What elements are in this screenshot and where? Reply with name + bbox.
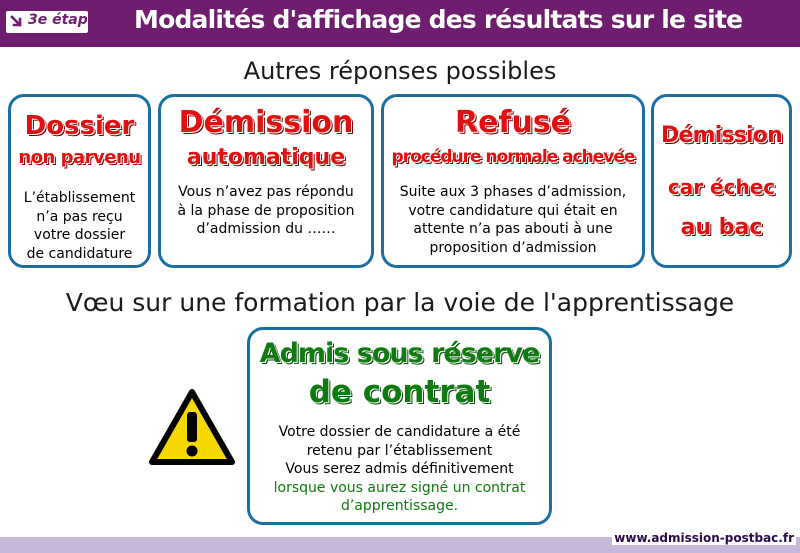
card-refuse bbox=[381, 94, 645, 268]
card-dossier-non-parvenu bbox=[8, 94, 151, 268]
step-label: 3e étape bbox=[28, 12, 98, 28]
text-line: votre dossier bbox=[33, 227, 126, 243]
footer-url: www.admission-postbac.fr bbox=[614, 531, 794, 545]
card-title-line: de contrat bbox=[308, 374, 491, 410]
warning-icon bbox=[148, 388, 236, 468]
card-description bbox=[384, 183, 642, 257]
card-title-line: procédure normale achevée bbox=[391, 147, 635, 167]
section-title-other-responses: Autres réponses possibles bbox=[243, 57, 557, 85]
text-line: Votre dossier de candidature a été bbox=[278, 424, 521, 440]
text-line: votre candidature qui était en bbox=[408, 202, 618, 219]
card-title-line: Admis sous réserve bbox=[259, 338, 540, 369]
card-title-line: au bac bbox=[680, 215, 763, 240]
text-line: de candidature bbox=[26, 245, 133, 262]
card-demission-automatique bbox=[158, 94, 374, 268]
text-line: retenu par l’établissement bbox=[306, 442, 493, 459]
card-title-line: non parvenu bbox=[18, 147, 141, 168]
text-line: Vous n’avez pas répondu bbox=[178, 184, 354, 200]
text-line: L’établissement bbox=[23, 190, 136, 206]
card-title-line: car échec bbox=[667, 175, 776, 199]
card-title-line: Dossier bbox=[24, 111, 135, 141]
card-title-line: Démission bbox=[661, 123, 782, 148]
header-bar bbox=[0, 0, 800, 47]
arrow-down-right-icon bbox=[9, 14, 25, 30]
text-line: proposition d’admission bbox=[429, 239, 597, 256]
text-line: d’admission du …… bbox=[196, 221, 336, 237]
text-line-highlight: lorsque vous aurez signé un contrat bbox=[273, 479, 526, 496]
card-title-line: automatique bbox=[186, 145, 346, 170]
card-description bbox=[161, 183, 371, 239]
text-line: attente n’a pas abouti à une bbox=[413, 221, 613, 237]
text-line-highlight: d’apprentissage. bbox=[340, 498, 459, 514]
card-description bbox=[11, 189, 148, 263]
card-description bbox=[250, 423, 549, 516]
card-title-line: Démission bbox=[178, 105, 354, 140]
card-title-line: Refusé bbox=[454, 105, 572, 140]
text-line: Suite aux 3 phases d’admission, bbox=[399, 184, 627, 200]
step-badge bbox=[6, 11, 98, 33]
card-demission-echec-bac bbox=[651, 94, 792, 268]
section-title-apprenticeship: Vœu sur une formation par la voie de l'apprentissage bbox=[65, 288, 735, 317]
text-line: Vous serez admis définitivement bbox=[285, 461, 514, 477]
text-line: à la phase de proposition bbox=[177, 202, 355, 219]
card-admis-sous-reserve bbox=[247, 327, 552, 525]
text-line: n’a pas reçu bbox=[36, 208, 123, 225]
page-title: Modalités d'affichage des résultats sur le site bbox=[134, 5, 743, 34]
